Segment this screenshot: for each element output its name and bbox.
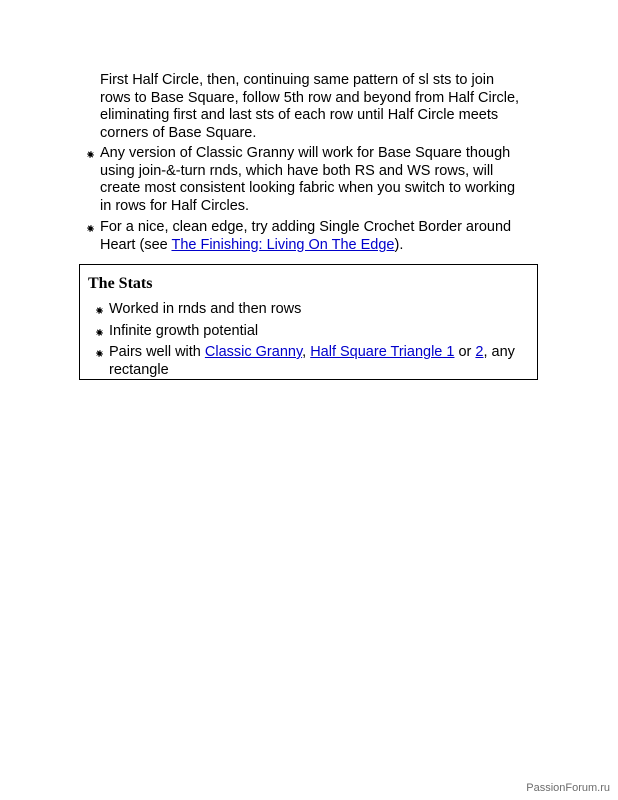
list-item bbox=[100, 145, 550, 215]
list-item bbox=[109, 344, 529, 379]
text-line: using join-&-turn rnds, which have both RS and WS rows, will bbox=[100, 162, 494, 179]
text-line: For a nice, clean edge, try adding Single Crochet Border around bbox=[100, 219, 512, 235]
text-line: rows to Base Square, follow 5th row and beyond from Half Circle, bbox=[100, 89, 520, 106]
flower-bullet-icon bbox=[87, 151, 94, 158]
text-fragment: , bbox=[302, 344, 311, 360]
flower-bullet-icon bbox=[96, 307, 103, 314]
stats-list bbox=[109, 301, 529, 383]
text-line: create most consistent looking fabric when you switch to working bbox=[100, 180, 516, 196]
stats-item-text: Worked in rnds and then rows bbox=[109, 301, 302, 317]
list-item bbox=[109, 323, 529, 341]
flower-bullet-icon bbox=[96, 350, 103, 357]
text-fragment: ). bbox=[394, 236, 404, 253]
text-line: corners of Base Square. bbox=[100, 124, 257, 141]
text-line: eliminating first and last sts of each row until Half Circle meets bbox=[100, 107, 499, 123]
stats-title: The Stats bbox=[88, 275, 153, 292]
text-fragment: Pairs well with bbox=[109, 344, 205, 360]
continuation-paragraph bbox=[100, 72, 550, 142]
text-fragment: or bbox=[454, 344, 476, 360]
stats-item-text: Infinite growth potential bbox=[109, 322, 259, 339]
text-fragment: Heart (see bbox=[100, 236, 172, 253]
finishing-edge-link[interactable]: The Finishing: Living On The Edge bbox=[171, 236, 395, 253]
watermark-text: PassionForum.ru bbox=[526, 782, 610, 794]
half-square-triangle-2-link[interactable]: 2 bbox=[475, 344, 484, 360]
flower-bullet-icon bbox=[87, 225, 94, 232]
half-square-triangle-1-link[interactable]: Half Square Triangle 1 bbox=[310, 344, 455, 360]
stats-box bbox=[79, 264, 538, 380]
text-line: First Half Circle, then, continuing same pattern of sl sts to join bbox=[100, 72, 495, 88]
text-line: rectangle bbox=[109, 361, 169, 378]
classic-granny-link[interactable]: Classic Granny bbox=[204, 344, 303, 360]
text-fragment: , any bbox=[483, 344, 515, 360]
flower-bullet-icon bbox=[96, 329, 103, 336]
tips-list bbox=[100, 145, 550, 254]
text-line: Any version of Classic Granny will work for Base Square though bbox=[100, 145, 511, 161]
document-body bbox=[100, 72, 550, 258]
list-item bbox=[100, 219, 550, 254]
text-line: in rows for Half Circles. bbox=[100, 197, 250, 214]
list-item bbox=[109, 301, 529, 319]
